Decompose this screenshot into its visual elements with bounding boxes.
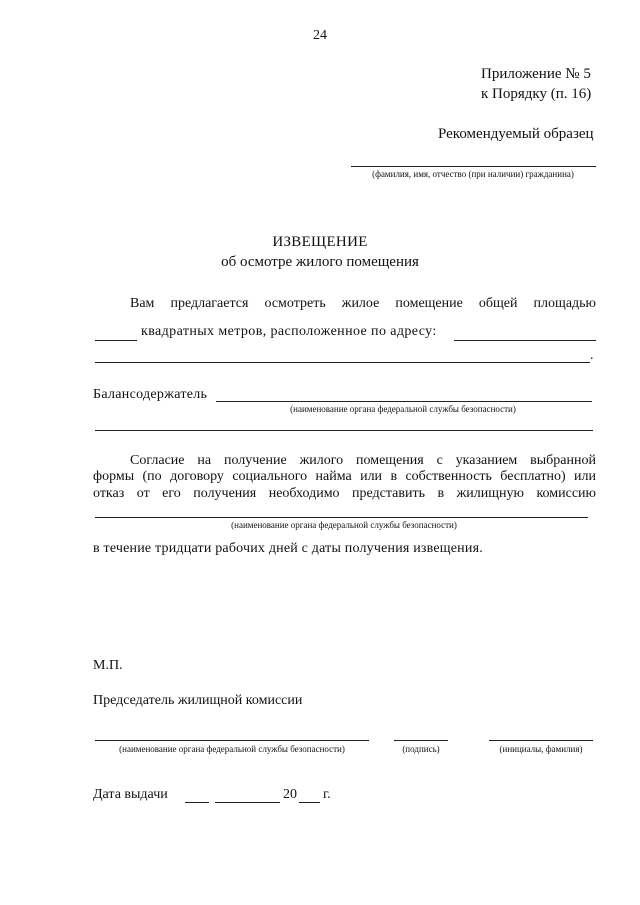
address-end-mark: . bbox=[590, 348, 594, 363]
issue-day-field[interactable] bbox=[185, 802, 209, 803]
stamp-place: М.П. bbox=[93, 658, 123, 673]
balance-holder-field[interactable] bbox=[216, 401, 592, 402]
initials-caption: (инициалы, фамилия) bbox=[499, 744, 583, 754]
para2-line-3: отказ от его получения необходимо представить в жилищную комиссию bbox=[93, 486, 596, 501]
issue-year-prefix: 20 bbox=[283, 787, 297, 802]
balance-holder-field-continued[interactable] bbox=[95, 430, 593, 431]
address-field-continued[interactable] bbox=[95, 362, 590, 363]
issue-year-suffix: г. bbox=[323, 787, 331, 802]
para2-line-4: в течение тридцати рабочих дней с даты получения извещения. bbox=[93, 541, 483, 556]
para1-line-2: квадратных метров, расположенное по адресу: bbox=[141, 324, 437, 339]
balance-holder-label: Балансодержатель bbox=[93, 387, 208, 402]
chairman-organ-line[interactable] bbox=[95, 740, 369, 741]
para2-line-1: Согласие на получение жилого помещения с указанием выбранной bbox=[130, 453, 596, 468]
appendix-line-1: Приложение № 5 bbox=[481, 66, 591, 82]
commission-field[interactable] bbox=[95, 517, 588, 518]
document-title: ИЗВЕЩЕНИЕ bbox=[272, 234, 368, 250]
issue-month-field[interactable] bbox=[215, 802, 280, 803]
appendix-line-2: к Порядку (п. 16) bbox=[481, 86, 592, 102]
recipient-name-line[interactable] bbox=[351, 166, 596, 167]
area-field[interactable] bbox=[95, 340, 137, 341]
signature-caption: (подпись) bbox=[402, 744, 440, 754]
para2-line-2: формы (по договору социального найма или в собственность бесплатно) или bbox=[93, 469, 596, 484]
chairman-organ-caption: (наименование органа федеральной службы безопасности) bbox=[119, 744, 345, 754]
commission-caption: (наименование органа федеральной службы безопасности) bbox=[231, 520, 457, 530]
balance-holder-caption: (наименование органа федеральной службы безопасности) bbox=[290, 404, 516, 414]
issue-date-label: Дата выдачи bbox=[93, 787, 168, 802]
document-subtitle: об осмотре жилого помещения bbox=[221, 254, 419, 270]
issue-year-field[interactable] bbox=[299, 802, 320, 803]
page-number: 24 bbox=[313, 28, 327, 43]
recommended-sample: Рекомендуемый образец bbox=[438, 126, 594, 142]
initials-line[interactable] bbox=[489, 740, 593, 741]
address-field[interactable] bbox=[454, 340, 596, 341]
para1-line-1: Вам предлагается осмотреть жилое помещение общей площадью bbox=[130, 296, 596, 311]
recipient-caption: (фамилия, имя, отчество (при наличии) гражданина) bbox=[372, 169, 574, 179]
signature-line[interactable] bbox=[394, 740, 448, 741]
chairman-label: Председатель жилищной комиссии bbox=[93, 693, 303, 708]
